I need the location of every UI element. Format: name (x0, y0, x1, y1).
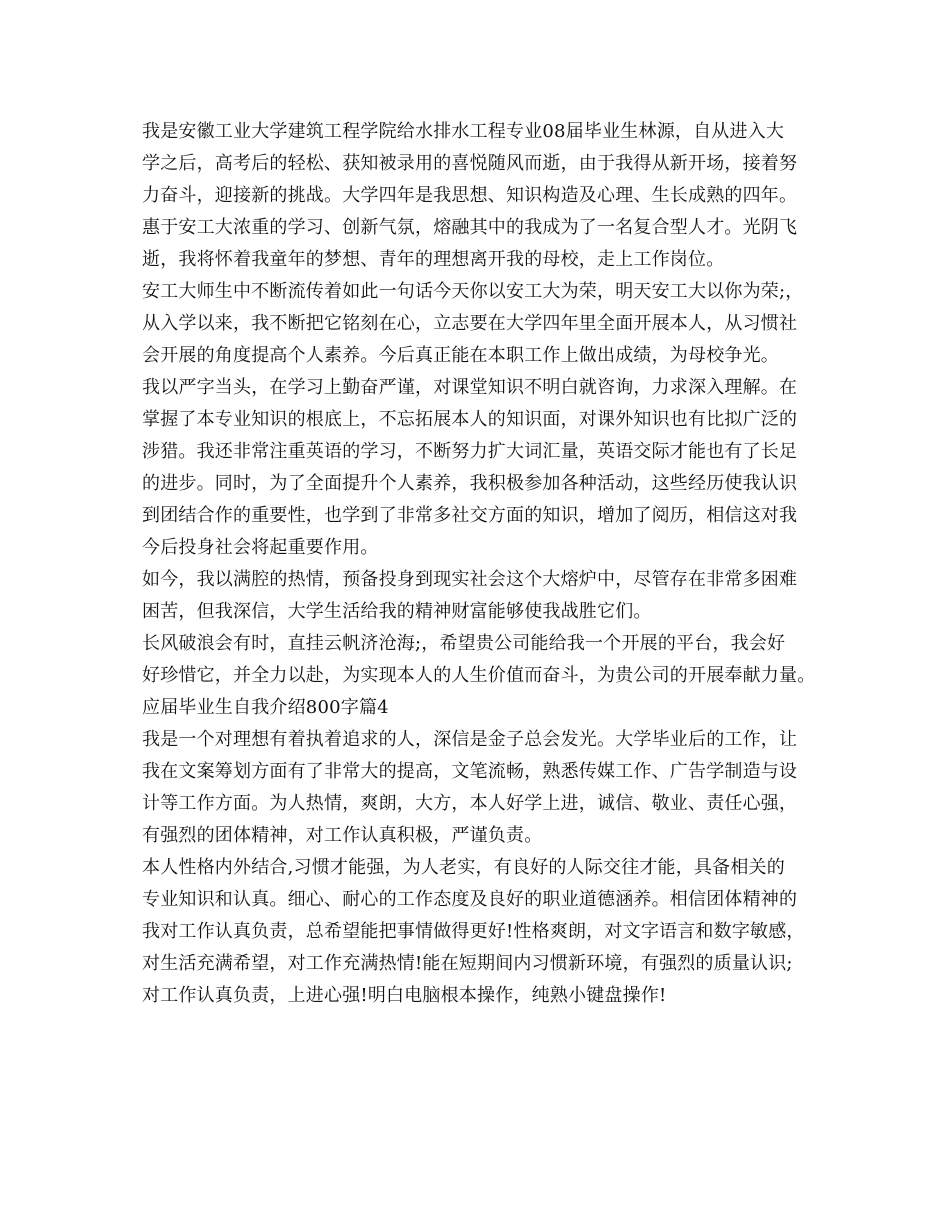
text-line: 我对工作认真负责，总希望能把事情做得更好!性格爽朗，对文字语言和数字敏感， (142, 921, 805, 942)
text-line: 掌握了本专业知识的根底上，不忘拓展本人的知识面，对课外知识也有比拟广泛的 (142, 409, 798, 430)
text-line: 今后投身社会将起重要作用。 (142, 537, 379, 558)
text-line: 长风破浪会有时，直挂云帆济沧海;，希望贵公司能给我一个开展的平台，我会好 (142, 633, 786, 654)
text-line: 从入学以来，我不断把它铭刻在心，立志要在大学四年里全面开展本人，从习惯社 (142, 313, 798, 334)
text-line: 安工大师生中不断流传着如此一句话今天你以安工大为荣，明天安工大以你为荣;， (142, 281, 804, 302)
text-line: 我是安徽工业大学建筑工程学院给水排水工程专业08届毕业生林源，自从进入大 (142, 121, 785, 142)
text-line: 我以严字当头，在学习上勤奋严谨，对课堂知识不明白就咨询，力求深入理解。在 (142, 377, 798, 398)
text-line: 本人性格内外结合,习惯才能强，为人老实，有良好的人际交往才能，具备相关的 (142, 857, 785, 878)
text-line: 我是一个对理想有着执着追求的人，深信是金子总会发光。大学毕业后的工作，让 (142, 729, 798, 750)
text-line: 计等工作方面。为人热情，爽朗，大方，本人好学上进，诚信、敬业、责任心强， (142, 793, 798, 814)
text-line: 我在文案筹划方面有了非常大的提高，文笔流畅，熟悉传媒工作、广告学制造与设 (142, 761, 798, 782)
text-line: 逝，我将怀着我童年的梦想、青年的理想离开我的母校，走上工作岗位。 (142, 249, 725, 270)
text-line: 学之后，高考后的轻松、获知被录用的喜悦随风而逝，由于我得从新开场，接着努 (142, 153, 798, 174)
text-line: 力奋斗，迎接新的挑战。大学四年是我思想、知识构造及心理、生长成熟的四年。 (142, 185, 798, 206)
text-line: 涉猎。我还非常注重英语的学习，不断努力扩大词汇量，英语交际才能也有了长足 (142, 441, 798, 462)
section-heading: 应届毕业生自我介绍800字篇4 (142, 697, 389, 718)
document-body (142, 116, 832, 1012)
text-line: 好珍惜它，并全力以赴，为实现本人的人生价值而奋斗，为贵公司的开展奉献力量。 (142, 665, 816, 686)
text-line: 有强烈的团体精神，对工作认真积极，严谨负责。 (142, 825, 543, 846)
text-line: 对工作认真负责，上进心强!明白电脑根本操作，纯熟小键盘操作! (142, 985, 667, 1006)
text-line: 对生活充满希望，对工作充满热情!能在短期间内习惯新环境，有强烈的质量认识; (142, 953, 793, 974)
text-line: 到团结合作的重要性，也学到了非常多社交方面的知识，增加了阅历，相信这对我 (142, 505, 798, 526)
text-line: 的进步。同时，为了全面提升个人素养，我积极参加各种活动，这些经历使我认识 (142, 473, 798, 494)
text-line: 困苦，但我深信，大学生活给我的精神财富能够使我战胜它们。 (142, 601, 652, 622)
text-line: 惠于安工大浓重的学习、创新气氛，熔融其中的我成为了一名复合型人才。光阴飞 (142, 217, 798, 238)
text-line: 如今，我以满腔的热情，预备投身到现实社会这个大熔炉中，尽管存在非常多困难 (142, 569, 798, 590)
text-line: 专业知识和认真。细心、耐心的工作态度及良好的职业道德涵养。相信团体精神的 (142, 889, 798, 910)
text-line: 会开展的角度提高个人素养。今后真正能在本职工作上做出成绩，为母校争光。 (142, 345, 779, 366)
